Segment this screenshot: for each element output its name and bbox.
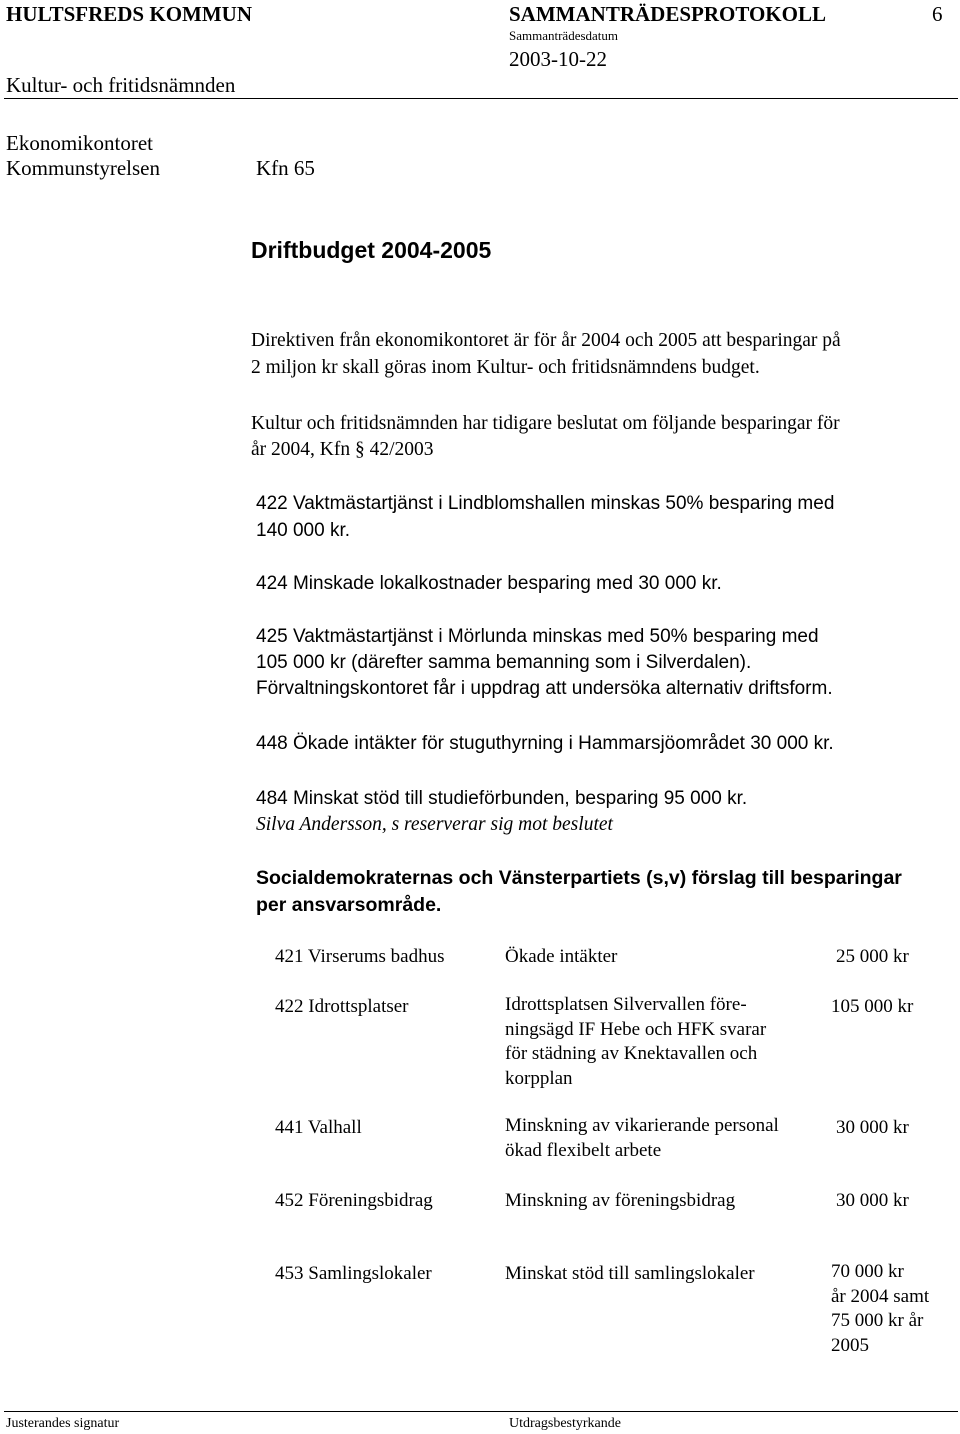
measure-line: ökad flexibelt arbete [505,1139,662,1161]
amount-line: 70 000 kr [831,1261,904,1282]
recipient-1: Ekonomikontoret [6,131,153,155]
table-row-amount [831,1260,929,1358]
recipient-2: Kommunstyrelsen [6,156,160,180]
footer-divider [4,1411,958,1412]
amount-line: 75 000 kr år [831,1310,924,1331]
measure-line: ningsägd IF Hebe och HFK svarar [505,1018,767,1040]
measure-line: Minskning av vikarierande personal [505,1115,779,1136]
amount-line: år 2004 samt [831,1285,930,1307]
table-row-amount: 30 000 kr [836,1117,909,1138]
page-number: 6 [932,2,943,26]
header-divider [4,98,958,99]
item-422-line-2: 140 000 kr. [256,520,351,541]
proposal-heading-line-1: Socialdemokraternas och Vänsterpartiets (s,v) förslag till besparingar [256,867,902,889]
measure-line: Idrottsplatsen Silvervallen före- [505,994,747,1015]
amount-line: 2005 [831,1334,869,1356]
prior-decision-line-1: Kultur och fritidsnämnden har tidigare beslutat om följande besparingar för [251,413,840,434]
committee-name: Kultur- och fritidsnämnden [6,73,236,97]
table-row-area: 421 Virserums badhus [275,946,445,967]
table-row-measure: Minskning av föreningsbidrag [505,1190,736,1211]
item-425-line-2: 105 000 kr (därefter samma bemanning som i Silverdalen). [256,652,752,673]
date-label: Sammanträdesdatum [509,28,619,43]
paragraph-reference: Kfn 65 [256,156,315,180]
item-448: 448 Ökade intäkter för stuguthyrning i Hammarsjöområdet 30 000 kr. [256,733,834,754]
table-row-amount: 105 000 kr [831,996,914,1017]
item-425-line-1: 425 Vaktmästartjänst i Mörlunda minskas med 50% besparing med [256,626,819,647]
municipality-name: HULTSFREDS KOMMUN [6,2,253,26]
table-row-measure [505,993,766,1091]
table-row-area: 452 Föreningsbidrag [275,1190,433,1211]
measure-line: för städning av Knektavallen och [505,1043,758,1064]
footer-certification-label: Utdragsbestyrkande [509,1416,621,1431]
reservation-note: Silva Andersson, s reserverar sig mot beslutet [256,814,613,835]
prior-decision-line-2: år 2004, Kfn § 42/2003 [251,439,434,460]
item-425-line-3: Förvaltningskontoret får i uppdrag att undersöka alternativ driftsform. [256,678,833,699]
meeting-date: 2003-10-22 [509,47,607,71]
table-row-area: 441 Valhall [275,1117,362,1138]
intro-line-1: Direktiven från ekonomikontoret är för år 2004 och 2005 att besparingar på [251,330,841,351]
document-type: SAMMANTRÄDESPROTOKOLL [509,2,826,26]
measure-line: korpplan [505,1067,573,1089]
table-row-measure: Ökade intäkter [505,946,618,967]
item-424: 424 Minskade lokalkostnader besparing med 30 000 kr. [256,573,722,594]
proposal-heading-line-2: per ansvarsområde. [256,894,442,916]
footer-signature-label: Justerandes signatur [6,1416,120,1431]
page-title: Driftbudget 2004-2005 [251,237,492,263]
table-row-amount: 25 000 kr [836,946,909,967]
item-422-line-1: 422 Vaktmästartjänst i Lindblomshallen minskas 50% besparing med [256,493,835,514]
table-row-measure: Minskat stöd till samlingslokaler [505,1263,755,1284]
table-row-measure [505,1114,779,1163]
table-row-amount: 30 000 kr [836,1190,909,1211]
intro-line-2: 2 miljon kr skall göras inom Kultur- och fritidsnämndens budget. [251,357,760,378]
item-484: 484 Minskat stöd till studieförbunden, besparing 95 000 kr. [256,788,748,809]
table-row-area: 422 Idrottsplatser [275,996,409,1017]
table-row-area: 453 Samlingslokaler [275,1263,432,1284]
